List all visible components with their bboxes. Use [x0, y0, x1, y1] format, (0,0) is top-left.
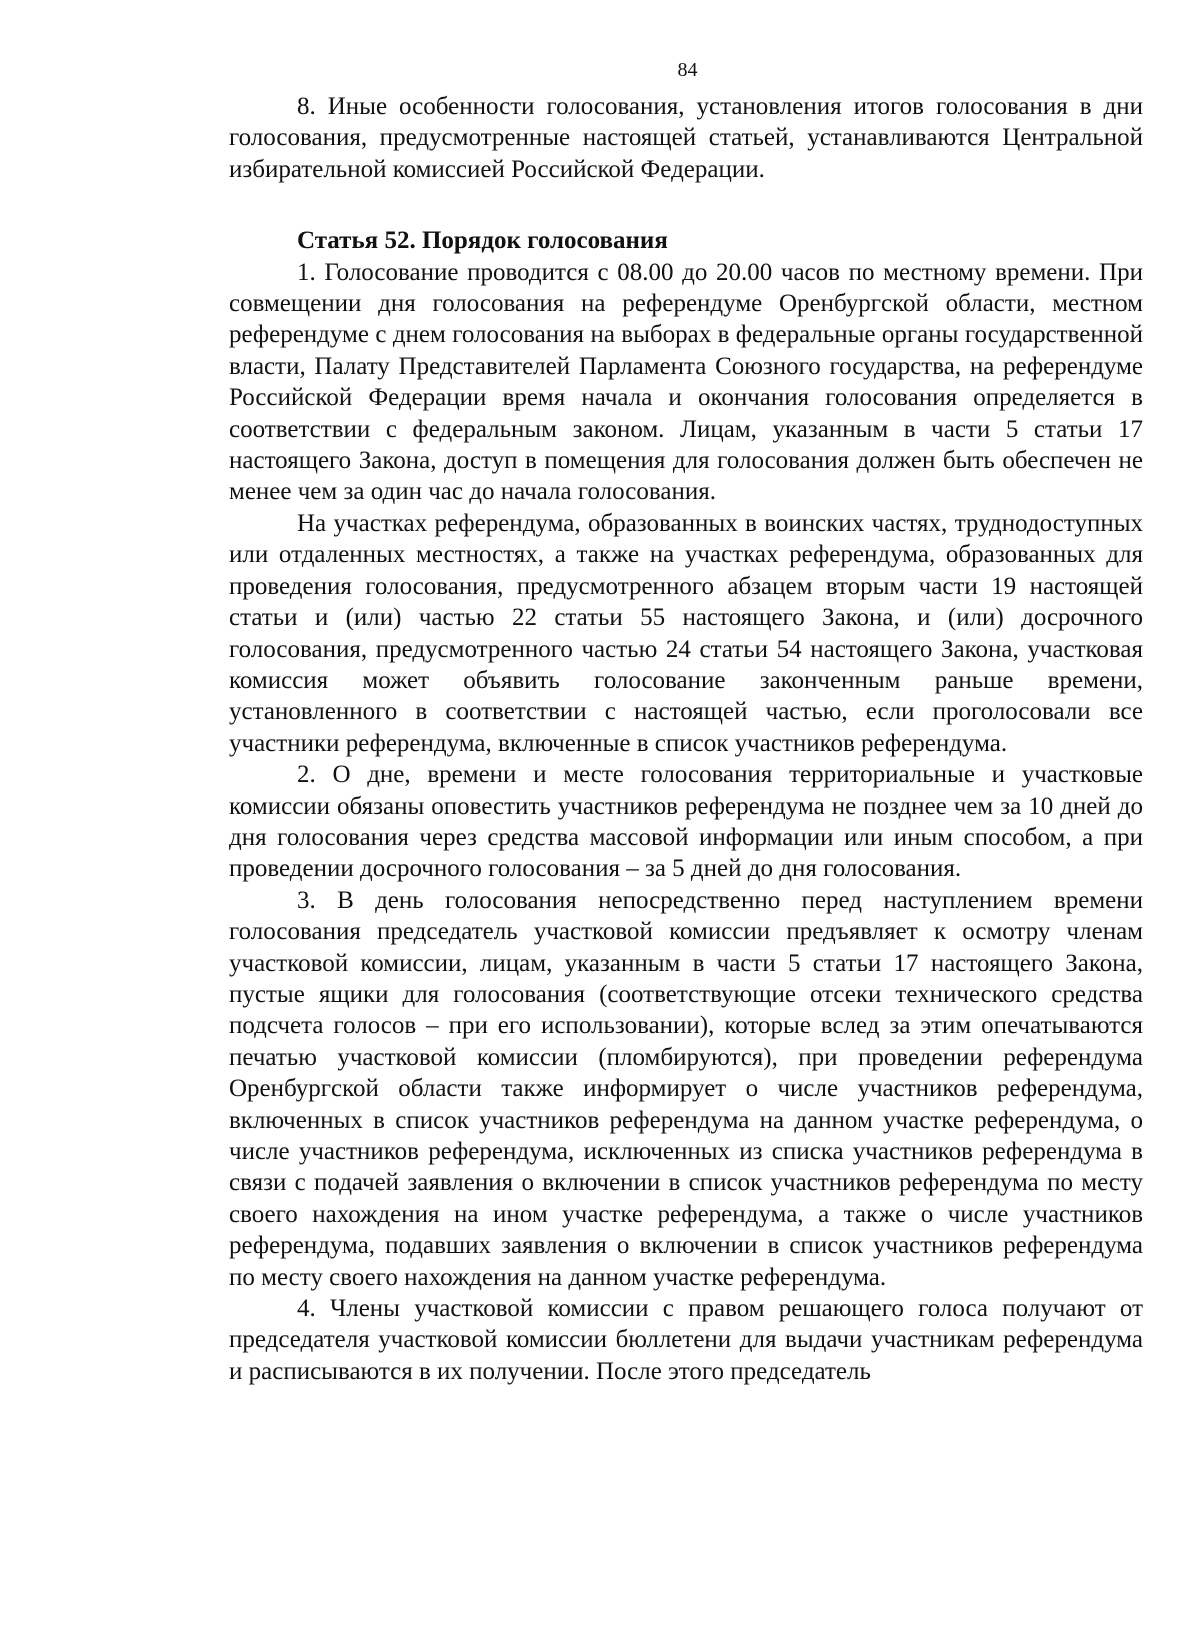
document-body	[229, 91, 1143, 1387]
page-number: 84	[677, 59, 698, 81]
article-heading: Статья 52. Порядок голосования	[297, 227, 668, 255]
paragraph-8: 8. Иные особенности голосования, установления итогов голосования в дни голосования, предусмотренные настоящей статьей, устанавливаются Центральной избирательной комиссией Российской Федерации.	[229, 93, 1143, 183]
paragraph-1-continued: На участках референдума, образованных в воинских частях, труднодоступных или отдаленных местностях, а также на участках референдума, образованных для проведения голосования, предусмотренного абзацем вторым части 19 настоящей статьи и (или) частью 22 статьи 55 настоящего Закона, и (или) досрочного голосования, предусмотренного частью 24 статьи 54 настоящего Закона, участковая комиссия может объявить голосование законченным раньше времени, установленного в соответствии с настоящей частью, если проголосовали все участники референдума, включенные в список участников референдума.	[229, 509, 1143, 757]
paragraph-4: 4. Члены участковой комиссии с правом решающего голоса получают от председателя участковой комиссии бюллетени для выдачи участникам референдума и расписываются в их получении. После этого председатель	[229, 1295, 1143, 1385]
paragraph-1: 1. Голосование проводится с 08.00 до 20.00 часов по местному времени. При совмещении дня голосования на референдуме Оренбургской области, местном референдуме с днем голосования на выборах в федеральные органы государственной власти, Палату Представителей Парламента Союзного государства, на референдуме Российской Федерации время начала и окончания голосования определяется в соответствии с федеральным законом. Лицам, указанным в части 5 статьи 17 настоящего Закона, доступ в помещения для голосования должен быть обеспечен не менее чем за один час до начала голосования.	[229, 258, 1143, 506]
paragraph-3: 3. В день голосования непосредственно перед наступлением времени голосования председатель участковой комиссии предъявляет к осмотру членам участковой комиссии, лицам, указанным в части 5 статьи 17 настоящего Закона, пустые ящики для голосования (соответствующие отсеки технического средства подсчета голосов – при его использовании), которые вслед за этим опечатываются печатью участковой комиссии (пломбируются), при проведении референдума Оренбургской области также информирует о числе участников референдума, включенных в список участников референдума на данном участке референдума, о числе участников референдума, исключенных из списка участников референдума в связи с подачей заявления о включении в список участников референдума по месту своего нахождения на ином участке референдума, а также о числе участников референдума, подавших заявления о включении в список участников референдума по месту своего нахождения на данном участке референдума.	[229, 886, 1143, 1291]
paragraph-2: 2. О дне, времени и месте голосования территориальные и участковые комиссии обязаны оповестить участников референдума не позднее чем за 10 дней до дня голосования через средства массовой информации или иным способом, а при проведении досрочного голосования – за 5 дней до дня голосования.	[229, 761, 1143, 883]
